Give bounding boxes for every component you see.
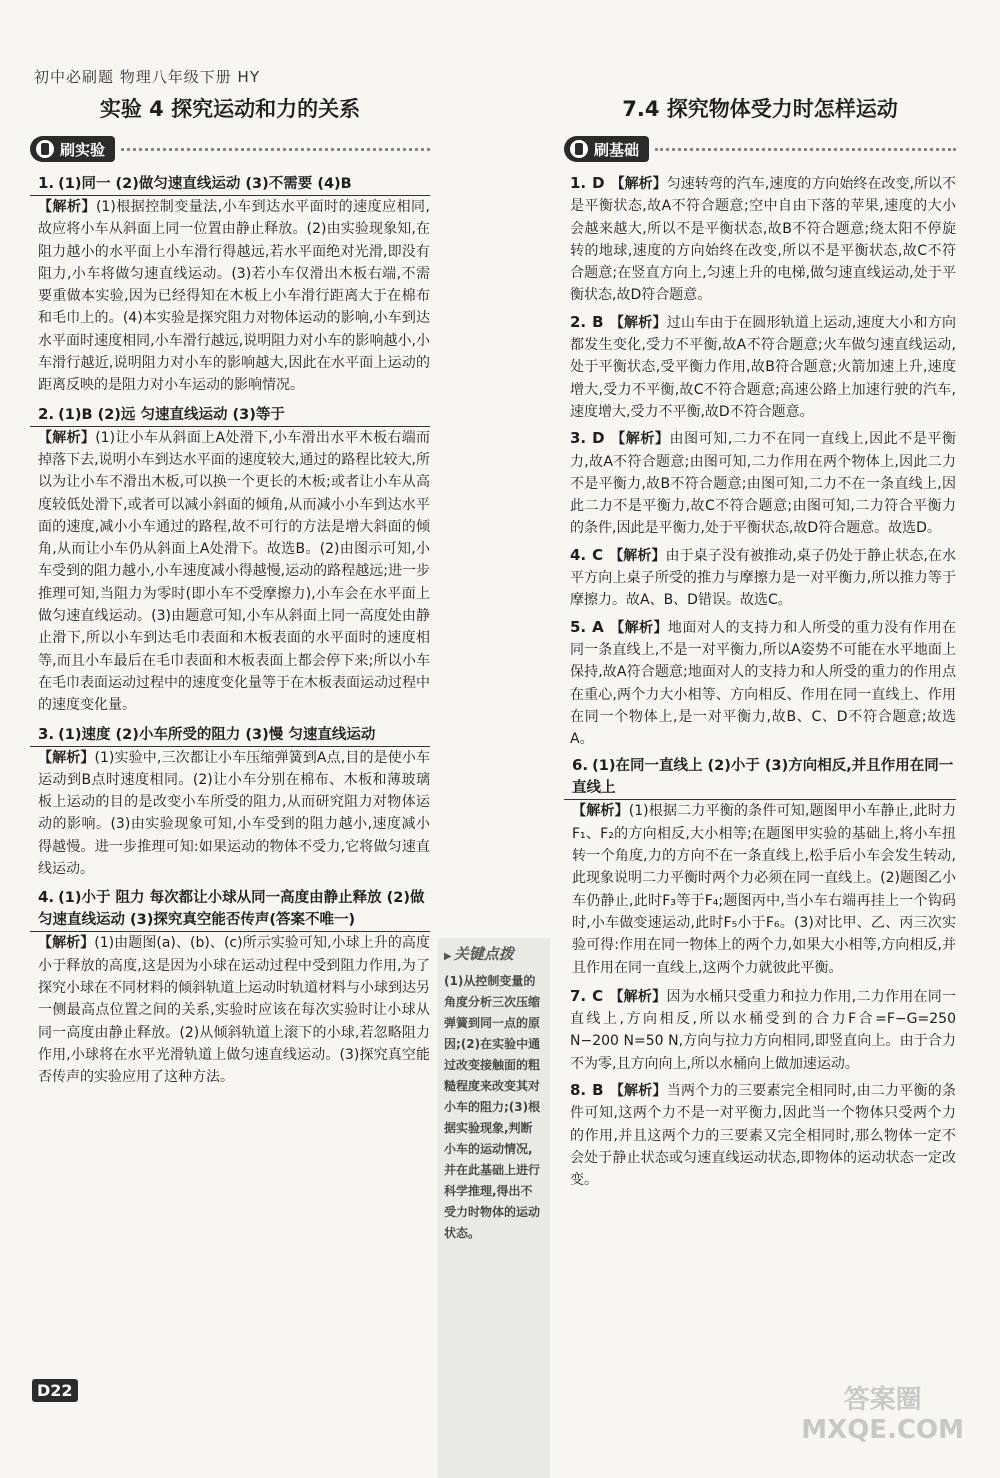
explanation [30,427,430,717]
explanation-label: 【解析】 [38,199,96,215]
explanation-label: 【解析】 [609,988,667,1005]
answer-letter: D [592,174,605,192]
explanation [564,800,956,978]
question [30,886,430,1088]
answer-line [30,723,430,747]
explanation-text: 因为水桶只受重力和拉力作用,二力作用在同一直线上,方向相反,所以水桶受到的合力F合=F−G=250 N−200 N=50 N,方向与拉力方向相同,即竖直向上。由于合力不为零,且方向向上,所以水桶向上做加速运动。 [570,988,956,1072]
explanation-label: 【解析】 [572,803,629,820]
explanation-text: 匀速转弯的汽车,速度的方向始终在改变,所以不是平衡状态,故A不符合题意;空中自由下落的苹果,速度的大小会越来越大,所以不是平衡状态,故B不符合题意;绕太阳不停旋转的地球,速度的方向始终在改变,所以不是平衡状态,故C不符合题意;在竖直方向上,匀速上升的电梯,做匀速直线运动,处于平衡状态,故D符合题意。 [570,176,957,304]
question [30,403,430,717]
experiment-tag [30,136,115,162]
brush-icon [36,140,54,158]
dotted-divider [655,148,956,151]
question [30,172,430,397]
answer-letter: C [592,986,604,1005]
answer-line [30,172,430,196]
right-section-title: 7.4 探究物体受力时怎样运动 [622,97,898,121]
question [564,427,956,539]
experiment-tag-label: 刷实验 [60,140,106,159]
explanation-text: (1)根据控制变量法,小车到达水平面时的速度应相同,故应将小车从斜面上同一位置由静止释放。(2)由实验现象知,在阻力越小的水平面上小车滑行得越远,若水平面绝对光滑,即没有阻力,小车将做匀速直线运动。(3)若小车仅滑出木板右端,不需要重做本实验,因为已经得知在木板上小车滑行距离大于在棉布和毛巾上的。(4)本实验是探究阻力对物体运动的影响,小车到达水平面时速度相同,小车滑行越远,说明阻力对小车的影响越小,小车滑行越近,说明阻力对小车的影响越大,因此在水平面上运动的距离反映的是阻力对小车运动的影响情况。 [38,199,430,394]
explanation-text: 地面对人的支持力和人所受的重力没有作用在同一条直线上,不是一对平衡力,所以A姿势不可能在水平地面上保持,故A符合题意;地面对人的支持力和人所受的重力的作用点在重心,两个力大小相等、方向相反、作用在同一直线上、作用在同一个物体上,是一对平衡力,故B、C、D不符合题意;故选A。 [570,619,957,748]
question [564,616,956,751]
left-section-title: 实验 4 探究运动和力的关系 [99,97,361,121]
answer-text: (1)同一 (2)做匀速直线运动 (3)不需要 (4)B [58,176,352,192]
dotted-divider [121,148,430,151]
question-number: 1. [38,174,55,192]
explanation-text: (1)实验中,三次都让小车压缩弹簧到A点,目的是使小车运动到B点时速度相同。(2)让小车分别在棉布、木板和薄玻璃板上运动的目的是改变小车所受的阻力,从而研究阻力对物体运动的影响。(3)由实验现象可知,小车受到的阻力越小,速度减小得越慢。进一步推理可知:如果运动的物体不受力,它将做匀速直线运动。 [38,749,430,878]
question-number: 4. [570,545,587,564]
question-number: 4. [38,888,55,907]
question-number: 2. [570,312,587,331]
answer-line [30,403,430,427]
question [564,754,956,978]
question-number: 5. [570,617,587,636]
key-points-text: (1)从控制变量的角度分析三次压缩弹簧到同一点的原因;(2)在实验中通过改变接触面的粗糙程度来改变其对小车的阻力;(3)根据实验现象,判断小车的运动情况,并在此基础上进行科学推理,得出不受力时物体的运动状态。 [444,974,541,1240]
answer-letter: D [592,429,605,448]
question-number: 1. [570,174,587,192]
brush-icon [570,140,588,158]
answer-line [564,754,956,800]
watermark-line1: 答案圈 [843,1385,922,1415]
explanation-text: (1)让小车从斜面上A处滑下,小车滑出水平木板右端而掉落下去,说明小车到达水平面的速度较大,通过的路程比较大,所以为让小车不滑出木板,可以换一个更长的木板;或者让小车从高度较低处滑下,或者可以减小斜面的倾角,从而减小小车到达水平面的速度,减小小车通过的路程,故不可行的方法是增大斜面的倾角,从而让小车仍从斜面上A处滑下。故选B。(2)由图示可知,小车受到的阻力越小,小车速度减小得越慢,运动的路程越远;进一步推理可知,当阻力为零时(即小车不受摩擦力),小车会在水平面上做匀速直线运动。(3)由题意可知,小车从斜面上同一高度处由静止滑下,所以小车到达毛巾表面和木板表面的水平面时的速度相等,而且小车最后在毛巾表面和木板表面上都会停下来;所以小车在毛巾表面运动过程中的速度变化量等于在木板表面运动过程中的速度变化量。 [38,429,431,714]
explanation-label: 【解析】 [609,1082,667,1099]
question [564,311,956,423]
answer-line [30,886,430,932]
question-number: 2. [38,404,55,423]
answer-text: (1)小于 阻力 每次都让小球从同一高度由静止释放 (2)做匀速直线运动 (3)探究真空能否传声(答案不唯一) [38,890,425,929]
question-number: 8. [570,1080,587,1099]
question-number: 6. [572,756,589,775]
question [564,985,956,1075]
question [564,544,956,612]
question-number: 3. [570,429,587,448]
question [564,1079,956,1191]
explanation-label: 【解析】 [610,176,667,192]
explanation-text: (1)由题图(a)、(b)、(c)所示实验可知,小球上升的高度小于释放的高度,这是因为小球在运动过程中受到阻力作用,为了探究小球在不同材料的倾斜轨道上运动时轨道材料与小球到达另一侧最高点位置之间的关系,实验时应该在每次实验时让小球从同一高度由静止释放。(2)从倾斜轨道上滚下的小球,若忽略阻力作用,小球将在水平光滑轨道上做匀速直线运动。(3)探究真空能否传声的实验应用了这种方法。 [38,935,431,1086]
answer-letter: B [592,1080,604,1099]
explanation-label: 【解析】 [609,547,666,564]
answer-text: (1)B (2)远 匀速直线运动 (3)等于 [58,406,285,423]
page-number: D22 [32,1379,78,1402]
question-number: 3. [38,724,55,743]
left-tag-row [30,134,430,164]
answer-letter: A [592,617,604,636]
watermark [801,1385,964,1445]
explanation-label: 【解析】 [38,429,96,446]
watermark-line2: MXQE.COM [801,1415,964,1445]
explanation-text: (1)根据二力平衡的条件可知,题图甲小车静止,此时力F₁、F₂的方向相反,大小相等;在题图甲实验的基础上,将小车扭转一个角度,力的方向不在一条直线上,松手后小车会发生转动,此现象说明二力平衡时两个力必须在同一直线上。(2)题图乙小车仍静止,此时F₃等于F₄;题图丙中,当小车右端再挂上一个钩码时,小车做变速运动,此时F₅小于F₆。(3)对比甲、乙、丙三次实验可得:作用在同一物体上的两个力,如果大小相等,方向相反,并且作用在同一直线上,这两个力就彼此平衡。 [572,803,956,976]
basics-tag [564,136,649,162]
right-tag-row [564,134,956,164]
left-column [30,94,430,1094]
explanation-text: 过山车由于在圆形轨道上运动,速度大小和方向都发生变化,受力不平衡,故A不符合题意;火车做匀速直线运动,处于平衡状态,受平衡力作用,故B符合题意;火箭加速上升,速度增大,受力不平衡,故C不符合题意;高速公路上加速行驶的汽车,速度增大,受力不平衡,故D不符合题意。 [570,314,957,420]
key-points-title: ▶ 关键点拨 [444,944,544,967]
basics-tag-label: 刷基础 [594,140,640,159]
explanation-label: 【解析】 [38,935,95,952]
running-head: 初中必刷题 物理八年级下册 HY [34,68,260,86]
explanation-label: 【解析】 [610,431,670,448]
explanation-label: 【解析】 [38,749,95,766]
question-number: 7. [570,986,587,1005]
question [30,723,430,881]
explanation-text: 由于桌子没有被推动,桌子仍处于静止状态,在水平方向上桌子所受的推力与摩擦力是一对平衡力,所以推力等于摩擦力。故A、B、D错误。故选C。 [570,547,956,609]
key-points-sidebar [438,938,550,1478]
answer-text: (1)速度 (2)小车所受的阻力 (3)慢 匀速直线运动 [58,726,376,743]
explanation-label: 【解析】 [609,619,668,636]
explanation-text: 当两个力的三要素完全相同时,由二力平衡的条件可知,这两个力不是一对平衡力,因此当一个物体只受两个力的作用,并且这两个力的三要素又完全相同时,那么物体一定不会处于静止状态或匀速直线运动状态,即物体的运动状态一定改变。 [570,1082,957,1189]
question [564,172,956,307]
explanation [30,196,430,397]
answer-letter: B [592,312,604,331]
explanation [30,932,430,1088]
explanation [30,747,430,881]
answer-text: (1)在同一直线上 (2)小于 (3)方向相反,并且作用在同一直线上 [572,758,954,797]
right-column [564,94,956,1195]
explanation-text: 由图可知,二力不在同一直线上,因此不是平衡力,故A不符合题意;由图可知,二力作用在两个物体上,因此二力不是平衡力,故B不符合题意;由图可知,二力不在一条直线上,因此二力不是平衡力,故C不符合题意;由图可知,二力符合平衡力的条件,因此是平衡力,处于平衡状态,故D符合题意。故选D。 [570,431,956,537]
explanation-label: 【解析】 [609,314,667,331]
answer-letter: C [592,545,604,564]
